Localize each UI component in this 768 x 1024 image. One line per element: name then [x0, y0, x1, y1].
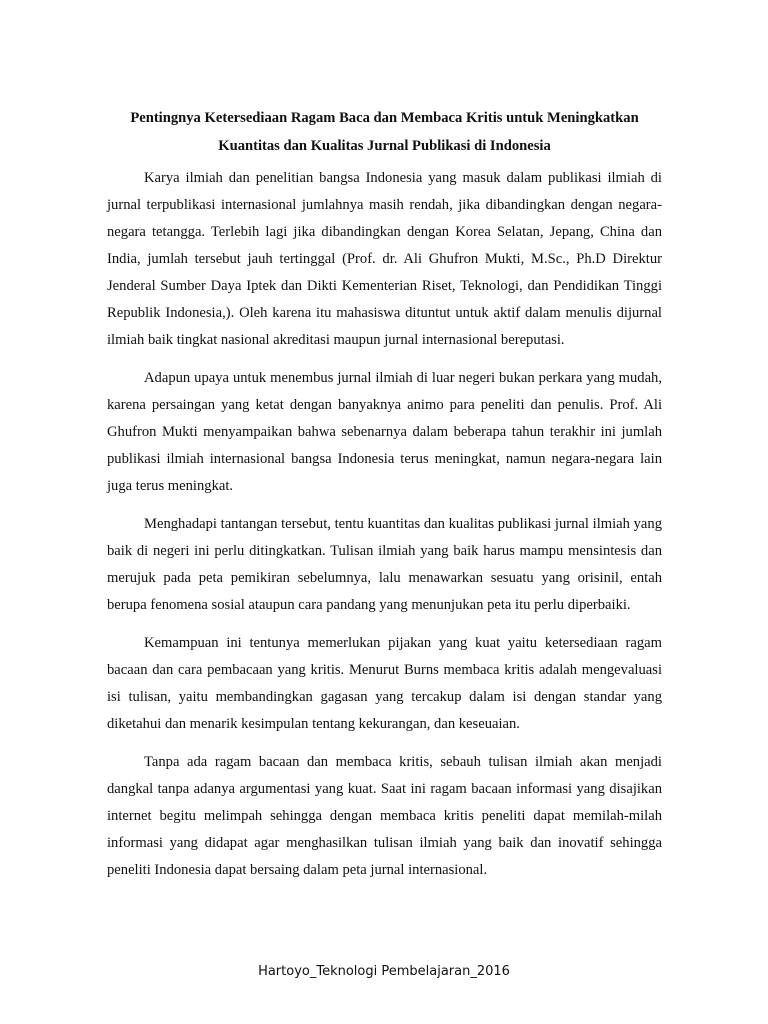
paragraph-5: Tanpa ada ragam bacaan dan membaca kritis, sebauh tulisan ilmiah akan menjadi dangkal tanpa adanya argumentasi yang kuat. Saat ini ragam bacaan informasi yang disajikan internet begitu melimpah sehingga dengan membaca kritis peneliti dapat memilah-milah informasi yang didapat agar menghasilkan tulisan ilmiah yang baik dan inovatif sehingga peneliti Indonesia dapat bersaing dalam peta jurnal internasional.	[107, 754, 662, 878]
document-title	[107, 104, 662, 160]
page-footer: Hartoyo_Teknologi Pembelajaran_2016	[258, 964, 510, 979]
paragraph-2: Adapun upaya untuk menembus jurnal ilmiah di luar negeri bukan perkara yang mudah, karena persaingan yang ketat dengan banyaknya animo para peneliti dan penulis. Prof. Ali Ghufron Mukti menyampaikan bahwa sebenarnya dalam beberapa tahun terakhir ini jumlah publikasi ilmiah internasional bangsa Indonesia terus meningkat, namun negara-negara lain juga terus meningkat.	[107, 370, 662, 494]
title-line-2: Kuantitas dan Kualitas Jurnal Publikasi di Indonesia	[218, 138, 551, 154]
title-line-1: Pentingnya Ketersediaan Ragam Baca dan Membaca Kritis untuk Meningkatkan	[130, 110, 639, 126]
document-body	[107, 104, 662, 895]
paragraph-3: Menghadapi tantangan tersebut, tentu kuantitas dan kualitas publikasi jurnal ilmiah yang baik di negeri ini perlu ditingkatkan. Tulisan ilmiah yang baik harus mampu mensintesis dan merujuk pada peta pemikiran sebelumnya, lalu menawarkan sesuatu yang orisinil, entah berupa fenomena sosial ataupun cara pandang yang menunjukan peta itu perlu diperbaiki.	[107, 516, 662, 613]
paragraph-4: Kemampuan ini tentunya memerlukan pijakan yang kuat yaitu ketersediaan ragam bacaan dan cara pembacaan yang kritis. Menurut Burns membaca kritis adalah mengevaluasi isi tulisan, yaitu membandingkan gagasan yang tercakup dalam isi dengan standar yang diketahui dan menarik kesimpulan tentang kekurangan, dan keseuaian.	[107, 635, 662, 732]
paragraph-1: Karya ilmiah dan penelitian bangsa Indonesia yang masuk dalam publikasi ilmiah di jurnal terpublikasi internasional jumlahnya masih rendah, jika dibandingkan dengan negara-negara tetangga. Terlebih lagi jika dibandingkan dengan Korea Selatan, Jepang, China dan India, jumlah tersebut jauh tertinggal (Prof. dr. Ali Ghufron Mukti, M.Sc., Ph.D Direktur Jenderal Sumber Daya Iptek dan Dikti Kementerian Riset, Teknologi, dan Pendidikan Tinggi Republik Indonesia,). Oleh karena itu mahasiswa dituntut untuk aktif dalam menulis dijurnal ilmiah baik tingkat nasional akreditasi maupun jurnal internasional bereputasi.	[107, 170, 662, 348]
